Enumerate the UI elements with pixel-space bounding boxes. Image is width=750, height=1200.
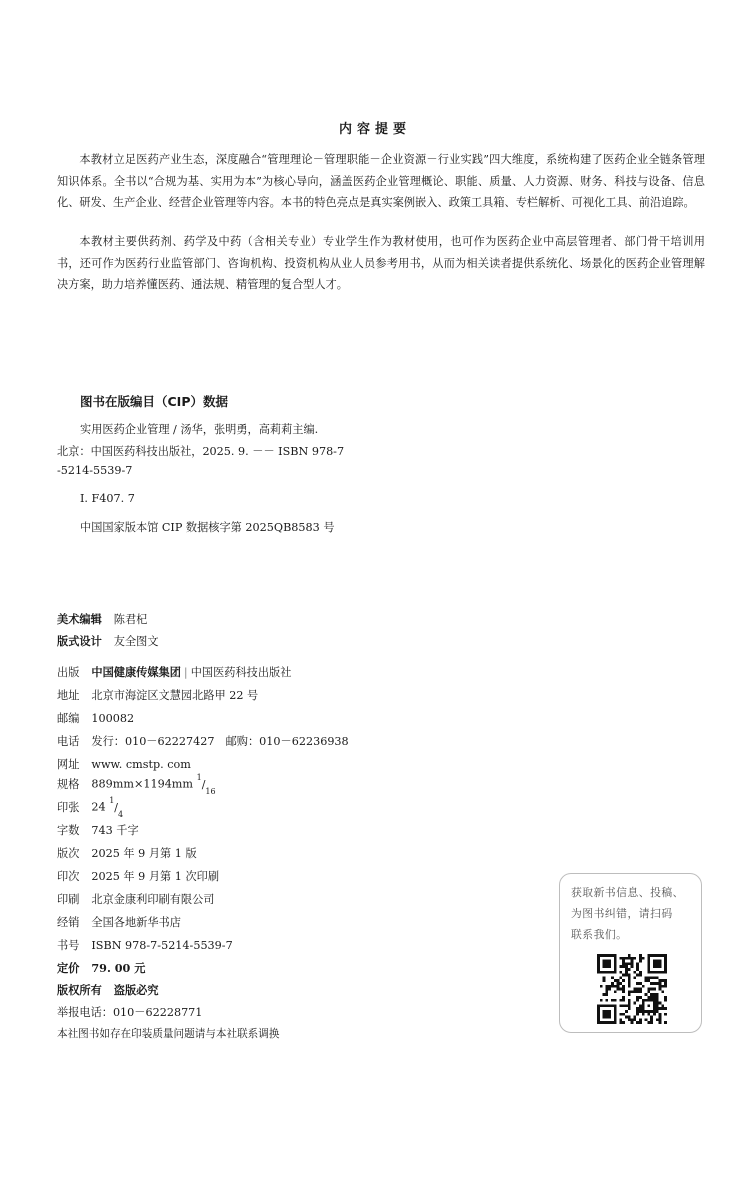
qr-text-line-1: 获取新书信息、投稿、	[571, 886, 684, 899]
words-label: 字数	[57, 824, 80, 837]
layout-label: 版式设计	[57, 635, 102, 648]
isbn-value: ISBN 978-7-5214-5539-7	[91, 939, 233, 952]
qr-text-line-2: 为图书纠错，请扫码	[571, 907, 673, 920]
report-phone-row	[57, 1004, 202, 1020]
publisher-label: 出版	[57, 666, 80, 679]
format-main: 889mm×1194mm	[91, 778, 194, 791]
cip-line-2: 北京：中国医药科技出版社，2025. 9. －－ ISBN 978-7	[57, 445, 345, 458]
publisher-value	[91, 664, 291, 680]
price-label: 定价	[57, 962, 80, 975]
publisher-name: 中国医药科技出版社	[190, 666, 292, 679]
printer-value: 北京金康利印刷有限公司	[91, 893, 215, 906]
format-numerator: 1	[196, 773, 202, 783]
rights-value: 盗版必究	[113, 983, 159, 997]
format-label: 规格	[57, 778, 80, 791]
summary-paragraph-2: 本教材主要供药剂、药学及中药（含相关专业）专业学生作为教材使用，也可作为医药企业中高层管理者、部门骨干培训用书，还可作为医药行业监管部门、咨询机构、投资机构从业人员参考用书，从而为相关读者提供系统化、场景化的医药企业管理解决方案，助力培养懂医药、通法规、精管理的复合型人才。	[57, 235, 705, 291]
cip-line-5: 中国国家版本馆 CIP 数据核字第 2025QB8583 号	[80, 521, 335, 534]
sheets-label: 印张	[57, 801, 80, 814]
price-row	[57, 960, 145, 976]
format-denominator: 16	[205, 787, 216, 797]
cip-heading: 图书在版编目（CIP）数据	[80, 394, 228, 409]
layout-row	[57, 633, 159, 649]
website-row	[57, 756, 191, 772]
words-row	[57, 822, 139, 838]
edition-label: 版次	[57, 847, 80, 860]
distributor-value: 全国各地新华书店	[91, 916, 181, 929]
format-fraction: $^1/_{16}$	[196, 773, 216, 797]
postcode-label: 邮编	[57, 712, 80, 725]
sheets-row	[57, 796, 124, 820]
art-editor-row	[57, 611, 147, 627]
sheets-numerator: 1	[109, 796, 115, 806]
words-value: 743 千字	[91, 824, 139, 837]
cip-line-3: -5214-5539-7	[57, 464, 133, 477]
summary-title: 内容提要	[338, 122, 411, 137]
quality-notice: 本社图书如存在印装质量问题请与本社联系调换	[57, 1028, 280, 1040]
report-phone: 举报电话：010－62228771	[57, 1006, 203, 1019]
rights-label: 版权所有	[57, 984, 102, 997]
printer-row	[57, 891, 214, 907]
printing-value: 2025 年 9 月第 1 次印刷	[91, 870, 220, 883]
sheets-denominator: 4	[118, 810, 124, 820]
printer-label: 印刷	[57, 893, 80, 906]
postcode-value: 100082	[91, 712, 135, 725]
publisher-group: 中国健康传媒集团	[91, 665, 181, 679]
website-label: 网址	[57, 758, 80, 771]
layout-value: 友全图文	[113, 635, 159, 648]
distributor-label: 经销	[57, 916, 80, 929]
address-row	[57, 687, 258, 703]
cip-line-4: Ⅰ. F407. 7	[80, 492, 135, 505]
edition-row	[57, 845, 197, 861]
format-value	[91, 773, 216, 797]
summary-paragraph-1: 本教材立足医药产业生态，深度融合“管理理论－管理职能－企业资源－行业实践”四大维度，系统构建了医药企业全链条管理知识体系。全书以“合规为基、实用为本”为核心导向，涵盖医药企业管理概论、职能、质量、人力资源、财务、科技与设备、信息化、研发、生产企业、经营企业管理等内容。本书的特色亮点是真实案例嵌入、政策工具箱、专栏解析、可视化工具、前沿追踪。	[57, 153, 705, 209]
rights-row	[57, 982, 159, 998]
phone-value: 发行：010－62227427 邮购：010－62236938	[91, 735, 349, 748]
publisher-row	[57, 664, 291, 680]
publisher-separator: |	[183, 666, 188, 679]
qr-contact-box	[559, 873, 702, 1033]
price-value: 79. 00 元	[91, 961, 146, 975]
sheets-value	[91, 796, 124, 820]
phone-row	[57, 733, 349, 749]
isbn-row	[57, 937, 233, 953]
sheets-whole: 24	[91, 801, 106, 814]
art-editor-label: 美术编辑	[57, 613, 102, 626]
isbn-label: 书号	[57, 939, 80, 952]
phone-label: 电话	[57, 735, 80, 748]
cip-line-1: 实用医药企业管理 / 汤华，张明勇，高莉莉主编.	[80, 423, 319, 436]
printing-label: 印次	[57, 870, 80, 883]
qr-text-line-3: 联系我们。	[571, 928, 628, 941]
address-label: 地址	[57, 689, 80, 702]
website-value: www. cmstp. com	[91, 758, 191, 771]
address-value: 北京市海淀区文慧园北路甲 22 号	[91, 689, 259, 702]
format-row	[57, 773, 216, 797]
edition-value: 2025 年 9 月第 1 版	[91, 847, 197, 860]
qr-code-icon[interactable]	[597, 954, 667, 1024]
art-editor-value: 陈君杞	[113, 613, 148, 626]
distributor-row	[57, 914, 181, 930]
sheets-fraction: $^1/_4$	[109, 796, 124, 820]
qr-contact-text	[571, 882, 699, 945]
printing-row	[57, 868, 219, 884]
notice-row	[57, 1026, 279, 1041]
postcode-row	[57, 710, 134, 726]
